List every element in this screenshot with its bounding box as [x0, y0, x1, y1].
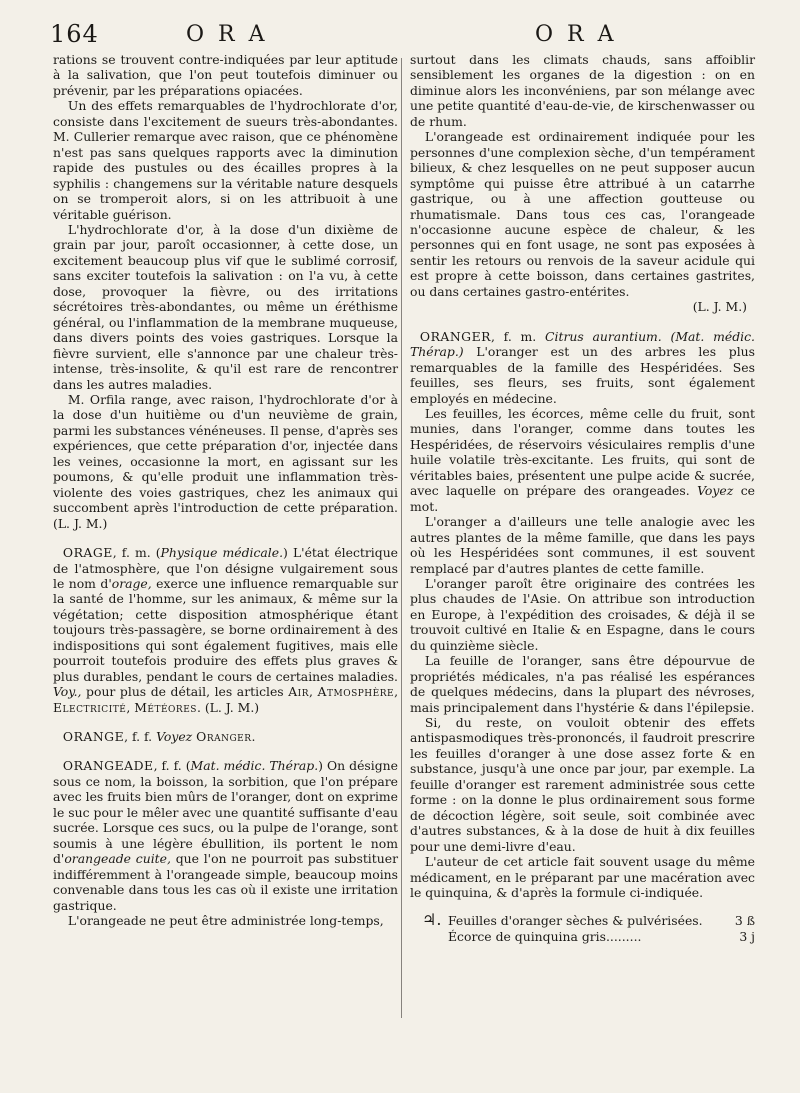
entry-oranger: [410, 329, 755, 406]
paragraph-originaire: L'oranger paroît être originaire des contrées les plus chaudes de l'Asie. On attribue son introduction en Europe, à l'expédition des croisades, & déjà il se trouvoit cultivé en Italie & en Espagne, dans le cours du quinzième siècle.: [410, 575, 755, 653]
entry-orangeade: [53, 758, 398, 913]
grammar-label: , f. f.: [124, 729, 157, 745]
subject-label: (Mat. médic. Thérap.): [410, 328, 755, 360]
subject-label: Mat. médic. Thérap.: [190, 758, 319, 774]
paragraph-text: ce mot.: [410, 483, 755, 514]
paragraph-orangeade-admin: L'orangeade ne peut être administrée long-temps,: [67, 913, 384, 929]
subject-label: Physique médicale.: [160, 545, 284, 561]
paragraph-orfila-text: M. Orfila range, avec raison, l'hydrochlorate d'or à la dose d'un huitième ou d'un neuvième de grain, parmi les substances vénéneuses. Il pense, d'après ses expériences, que cette préparation d'or, injectée dans les veines, occasionne la mort, en agissant sur les poumons, & qu'elle produit une inflammation très-violente des voies gastriques, chez les animaux qui succombent après l'introduction de cette préparation.: [53, 391, 398, 516]
voyez-label: Voyez: [156, 729, 193, 745]
recipe-ingredient: Feuilles d'oranger sèches & pulvérisées.: [448, 913, 703, 929]
paragraph-continuation: rations se trouvent contre-indiquées par leur aptitude à la salivation, que l'on peut toutefois diminuer ou prévenir, par les préparations opiacées.: [53, 52, 398, 98]
entry-text: exerce une influence remarquable sur la santé de l'homme, sur les animaux, & même sur la végétation; cette disposition atmosphérique étant toujours très-passagère, se borne ordinairement à des indispositions qui sont également fugitives, mais elle pourroit toutefois produire des effets plus graves & plus durables, pendant le cours de certaines maladies.: [53, 575, 398, 684]
voyez-label: Voyez: [697, 483, 734, 499]
paragraph-continuation: surtout dans les climats chauds, sans affoiblir sensiblement les organes de la digestion : on en diminue alors les inconvéniens, par son mélange avec une petite quantité d'eau-de-vie, de kirschenwasser ou de rhum.: [410, 52, 755, 129]
right-column: [410, 52, 755, 944]
entry-orange: ORANGE, f. f. Voyez Oranger.: [62, 729, 256, 745]
headword-oranger: ORANGER: [419, 328, 491, 344]
recipe-symbol-icon: ♃.: [422, 910, 442, 930]
italic-term: orangeade cuite,: [64, 851, 171, 867]
headword-orangeade: ORANGEADE: [62, 758, 154, 774]
cross-reference-electricite: Electricité: [53, 699, 127, 715]
italic-term: orage,: [111, 575, 152, 591]
running-head-right: ORA: [535, 22, 628, 47]
grammar-label: , f. f. (: [153, 758, 191, 774]
author-signature: (L. J. M.): [53, 515, 108, 531]
grammar-label: , f. m. (: [112, 545, 161, 561]
paragraph-feuille: La feuille de l'oranger, sans être dépourvue de propriétés médicales, n'a pas réalisé les espérances de quelques médecins, dans la plupart des névroses, mais principalement dans l'hystérie & dans l'épilepsie.: [410, 653, 755, 715]
author-signature: (L. J. M.): [692, 299, 747, 315]
entry-text: ) L'état électrique de l'atmosphère, que l'on désigne vulgairement sous le nom d': [53, 545, 399, 591]
paragraph-auteur: L'auteur de cet article fait souvent usage du même médicament, en le préparant par une macération avec le quinquina, & d'après la formule ci-indiquée.: [410, 854, 755, 901]
voy-label: Voy.,: [53, 684, 82, 700]
paragraph-effets: Un des effets remarquables de l'hydrochlorate d'or, consiste dans l'excitement de sueurs très-abondantes. M. Cullerier remarque avec raison, que ce phénomène n'est pas sans quelques rapports avec la diminution rapide des pustules ou des écailles propres à la syphilis : changemens sur la véritable nature desquels on se tromperoit alors, si on les attribuoit à une véritable guérison.: [53, 98, 398, 222]
entry-text: ) On désigne sous ce nom, la boisson, la sorbition, que l'on prépare avec les fruits bien mûrs de l'oranger, dont on exprime le suc pour le mêler avec une quantité suffisante d'eau sucrée. Lorsque ces sucs, ou la pulpe de l'orange, sont soumis à une légère ébullition, ils portent le nom d': [53, 758, 398, 867]
entry-orage: ORAGE, f. m. (Physique médicale.) L'état électrique de l'atmosphère, que l'on désigne vulgairement sous le nom d'orage, exerce une influence remarquable sur la santé de l'homme, sur les animaux, & même sur la végétation; cette disposition atmosphérique étant toujours très-passagère, se borne ordinairement à des indispositions qui sont également fugitives, mais elle pourroit toutefois produire des effets plus graves & plus durables, pendant le cours de certaines maladies. Voy., pour plus de détail, les articles Air, Atmosphère, Electricité, Météores. (L. J. M.): [53, 545, 399, 715]
paragraph-indiquee: L'orangeade est ordinairement indiquée pour les personnes d'une complexion sèche, d'un tempérament bilieux, & chez lesquelles on ne peut supposer aucun symptôme qui puisse être attribué à un catarrhe gastrique, ou à une affection goutteuse ou rhumatismale. Dans tous ces cas, l'orangeade n'occasionne aucune espèce de chaleur, & les personnes qui en font usage, ne sont pas exposées à sentir les retours ou renvois de la saveur acidule qui est propre à cette boisson, dans certaines gastrites, ou dans certaines gastro-entérites.: [410, 129, 755, 299]
recipe-line: [410, 912, 755, 928]
paragraph-orfila: [53, 392, 398, 531]
paragraph-antispasmodiques: Si, du reste, on vouloit obtenir des effets antispasmodiques très-prononcés, il faudroit prescrire les feuilles d'oranger à une dose assez forte & en substance, jusqu'à une once par jour, par exemple. La feuille d'oranger est rarement administrée sous cette forme : on la donne le plus ordinairement sous forme de décoction légère, soit seule, soit combinée avec d'autres substances, & à la dose de huit à dix feuilles pour une demi-livre d'eau.: [410, 715, 755, 854]
recipe-quantity: 3 j: [739, 928, 755, 944]
paragraph-text: Les feuilles, les écorces, même celle du fruit, sont munies, dans l'oranger, comme dans toutes les Hespéridées, de réservoirs vésiculaires remplis d'une huile volatile très-excitante. Les fruits, qui sont de véritables baies, présentent une pulpe acide & sucrée, avec laquelle on prépare des orangeades.: [410, 405, 755, 499]
entry-text: que l'on ne pourroit pas substituer indifféremment à l'orangeade simple, beaucoup moins convenable dans tous les cas où il existe une irritation gastrique.: [53, 851, 398, 913]
recipe-formula: [410, 912, 755, 944]
headword-orange: ORANGE: [62, 729, 125, 745]
running-head-left: ORA: [186, 22, 279, 47]
grammar-label: , f. m.: [490, 328, 546, 344]
cross-reference-atmosphere: Atmosphère: [317, 684, 395, 700]
cross-reference-oranger: Oranger: [196, 729, 252, 745]
page-header: [0, 18, 800, 54]
recipe-line: [410, 929, 755, 944]
cross-reference-air: Air: [288, 684, 310, 700]
recipe-quantity: 3 ß: [734, 913, 755, 929]
entry-text: L'oranger est un des arbres les plus remarquables de la famille des Hespéridées. Ses feuilles, ses fleurs, ses fruits, sont également employés en médecine.: [410, 344, 755, 406]
left-column: [53, 52, 398, 928]
page-number: 164: [50, 20, 99, 48]
latin-name: Citrus aurantium.: [545, 328, 662, 344]
entry-text: pour plus de détail, les articles: [81, 684, 289, 700]
paragraph-feuilles: [410, 406, 755, 514]
column-divider: [401, 58, 402, 1018]
recipe-ingredient: Écorce de quinquina gris.........: [448, 928, 642, 944]
author-signature: (L. J. M.): [204, 699, 260, 715]
headword-orage: ORAGE: [62, 545, 113, 561]
paragraph-dose: L'hydrochlorate d'or, à la dose d'un dixième de grain par jour, paroît occasionner, à cette dose, un excitement beaucoup plus vif que le sublimé corrosif, sans exciter toutefois la salivation : on l'a vu, à cette dose, provoquer la fièvre, ou des irritations sécrétoires très-abondantes, ou même un éréthisme général, ou l'inflammation de la membrane muqueuse, dans divers points des voies gastriques. Lorsque la fièvre survient, elle s'annonce par une chaleur très-intense, très-insolite, & qu'il est rare de rencontrer dans les autres maladies.: [53, 221, 398, 392]
paragraph-analogie: L'oranger a d'ailleurs une telle analogie avec les autres plantes de la même famille, que dans les pays où les Hespéridées sont communes, il est souvent remplacé par d'autres plantes de cette famille.: [410, 514, 755, 576]
cross-reference-meteores: Météores: [134, 699, 197, 715]
